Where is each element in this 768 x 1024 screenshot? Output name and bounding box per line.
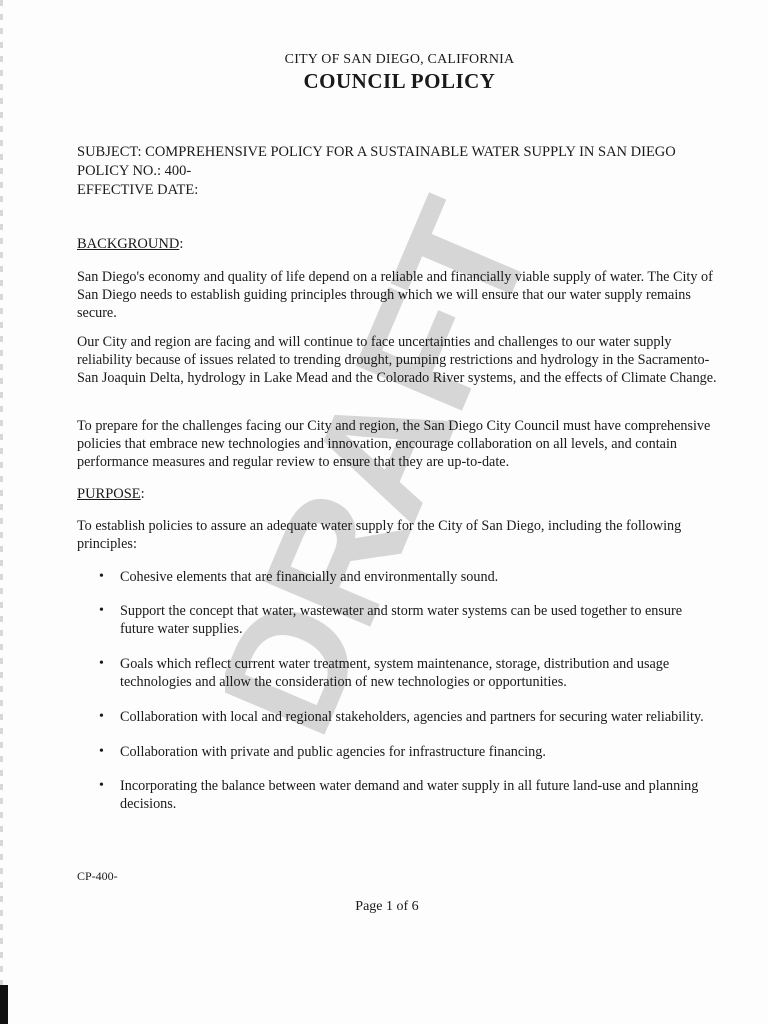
background-heading	[77, 236, 183, 253]
list-item	[99, 708, 719, 726]
bullet-icon: •	[99, 744, 104, 759]
purpose-intro: To establish policies to assure an adequate water supply for the City of San Diego, including the following principles:	[77, 518, 682, 552]
bullet-icon: •	[99, 656, 104, 671]
list-item	[99, 568, 719, 586]
list-item-text: Cohesive elements that are financially and environmentally sound.	[120, 569, 499, 585]
bullet-icon: •	[99, 709, 104, 724]
background-paragraph-1: San Diego's economy and quality of life depend on a reliable and financially viable supply of water. The City of San Diego needs to establish guiding principles through which we will ensure that our water supply remains secure.	[77, 269, 713, 321]
city-header: CITY OF SAN DIEGO, CALIFORNIA	[284, 52, 515, 67]
subject-line: SUBJECT: COMPREHENSIVE POLICY FOR A SUSTAINABLE WATER SUPPLY IN SAN DIEGO	[77, 144, 676, 160]
page-number: Page 1 of 6	[355, 899, 419, 914]
bullet-icon: •	[99, 603, 104, 618]
list-item-text: Collaboration with private and public agencies for infrastructure financing.	[120, 744, 546, 760]
document-content	[77, 0, 722, 1024]
list-item-text: Incorporating the balance between water demand and water supply in all future land-use and planning decisions.	[120, 778, 699, 812]
scan-mark	[0, 985, 8, 1024]
list-item	[99, 777, 719, 813]
effective-date: EFFECTIVE DATE:	[77, 182, 199, 198]
scan-edge	[0, 0, 3, 1024]
principles-list	[99, 568, 719, 813]
background-paragraph-2: Our City and region are facing and will continue to face uncertainties and challenges to our water supply reliability because of issues related to trending drought, pumping restrictions and hydrology in the Sacramento-San Joaquin Delta, hydrology in Lake Mead and the Colorado River systems, and the effects of Climate Change.	[77, 334, 717, 386]
list-item-text: Support the concept that water, wastewater and storm water systems can be used together to ensure future water supplies.	[120, 603, 683, 637]
background-heading-text: BACKGROUND	[77, 236, 180, 252]
bullet-icon: •	[99, 569, 104, 584]
purpose-heading-text: PURPOSE	[77, 486, 141, 502]
purpose-heading-colon: :	[140, 486, 145, 502]
list-item	[99, 602, 719, 638]
background-paragraph-3: To prepare for the challenges facing our City and region, the San Diego City Council must have comprehensive policies that embrace new technologies and innovation, encourage collaboration on all levels, and contain performance measures and regular review to ensure that they are up-to-date.	[77, 418, 711, 470]
purpose-heading	[77, 486, 145, 503]
policy-number: POLICY NO.: 400-	[77, 163, 192, 179]
list-item-text: Goals which reflect current water treatment, system maintenance, storage, distribution and usage technologies and allow the consideration of new technologies or opportunities.	[120, 656, 670, 690]
document-title: COUNCIL POLICY	[303, 69, 496, 93]
list-item	[99, 655, 719, 691]
background-heading-colon: :	[179, 236, 184, 252]
policy-code: CP-400-	[77, 869, 118, 883]
watermark-text: DRAFT	[225, 180, 568, 755]
list-item	[99, 743, 719, 761]
list-item-text: Collaboration with local and regional stakeholders, agencies and partners for securing water reliability.	[120, 709, 704, 725]
bullet-icon: •	[99, 778, 104, 793]
